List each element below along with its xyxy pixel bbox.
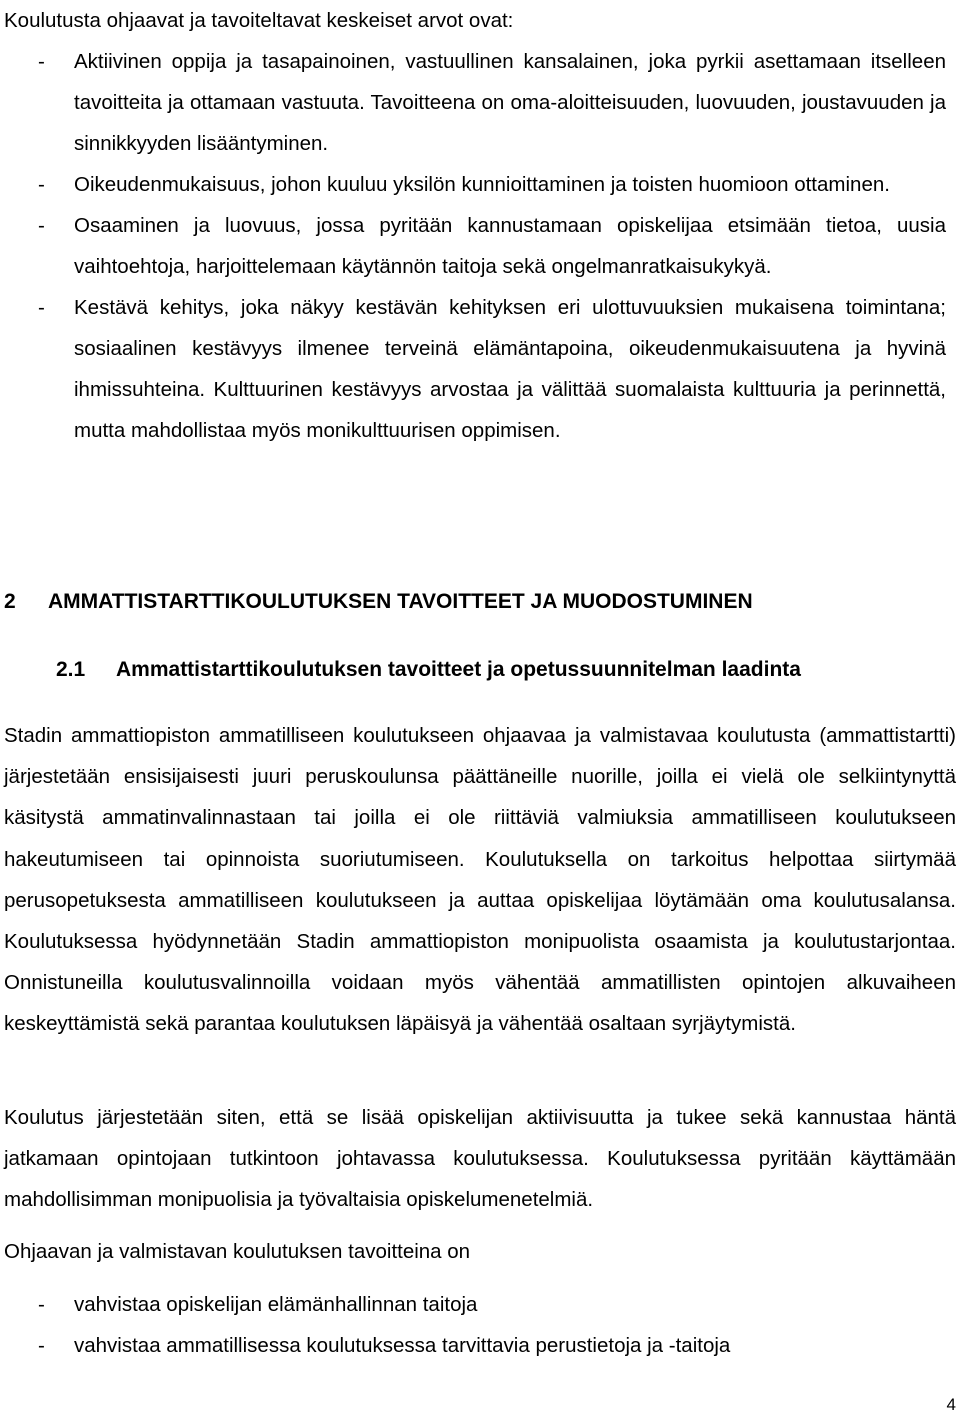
list-item	[0, 164, 946, 205]
intro-text: Koulutusta ohjaavat ja tavoiteltavat keskeiset arvot ovat:	[4, 9, 514, 32]
list-item-text: vahvistaa opiskelijan elämänhallinnan taitoja	[74, 1293, 478, 1316]
list-item-text: vahvistaa ammatillisessa koulutuksessa tarvittavia perustietoja ja -taitoja	[74, 1334, 731, 1357]
list-item	[0, 41, 946, 164]
list-item	[0, 1325, 960, 1366]
subsection-title: Ammattistarttikoulutuksen tavoitteet ja opetussuunnitelman laadinta	[116, 658, 801, 681]
list-dash: -	[38, 1334, 45, 1357]
list-item	[0, 1284, 960, 1325]
values-list	[0, 41, 960, 451]
page-number: 4	[946, 1395, 956, 1414]
subsection-heading	[56, 650, 801, 690]
list-item-text: Aktiivinen oppija ja tasapainoinen, vastuullinen kansalainen, joka pyrkii asettamaan itselleen tavoitteita ja ottamaan vastuuta. Tavoitteena on oma-aloitteisuuden, luovuuden, joustavuuden ja sinnikkyyden lisääntyminen.	[74, 50, 946, 155]
paragraph-2: Koulutus järjestetään siten, että se lisää opiskelijan aktiivisuutta ja tukee sekä kannustaa häntä jatkamaan opintojaan tutkintoon johtavassa koulutuksessa. Koulutuksessa pyritään käyttämään mahdollisimman monipuolisia ja työvaltaisia opiskelumenetelmiä.	[4, 1106, 956, 1212]
paragraph-1: Stadin ammattiopiston ammatilliseen koulutukseen ohjaavaa ja valmistavaa koulutusta (ammattistartti) järjestetään ensisijaisesti juuri peruskoulunsa päättäneille nuorille, joilla ei vielä ole selkiintynyttä käsitystä ammatinvalinnastaan tai joilla ei ole riittäviä valmiuksia ammatilliseen koulutukseen hakeutumiseen tai opinnoista suoriutumiseen. Koulutuksella on tarkoitus helpottaa siirtymää perusopetuksesta ammatilliseen koulutukseen ja auttaa opiskelijaa löytämään oma koulutusalansa. Koulutuksessa hyödynnetään Stadin ammattiopiston monipuolista osaamista ja koulutustarjontaa. Onnistuneilla koulutusvalinnoilla voidaan myös vähentää ammatillisten opintojen alkuvaiheen keskeyttämistä sekä parantaa koulutuksen läpäisyä ja vähentää osaltaan syrjäytymistä.	[4, 724, 956, 1036]
section-number: 2	[4, 590, 16, 613]
paragraph-3: Ohjaavan ja valmistavan koulutuksen tavoitteina on	[4, 1240, 471, 1263]
list-item-text: Oikeudenmukaisuus, johon kuuluu yksilön kunnioittaminen ja toisten huomioon ottaminen.	[74, 173, 890, 196]
subsection-number: 2.1	[56, 658, 86, 681]
list-dash: -	[38, 173, 45, 196]
section-heading	[4, 582, 753, 622]
list-dash: -	[38, 296, 45, 319]
goals-list	[0, 1284, 960, 1366]
list-item	[0, 287, 946, 451]
list-item	[0, 205, 946, 287]
list-item-text: Osaaminen ja luovuus, jossa pyritään kannustamaan opiskelijaa etsimään tietoa, uusia vaihtoehtoja, harjoittelemaan käytännön taitoja sekä ongelmanratkaisukykyä.	[74, 214, 946, 278]
list-dash: -	[38, 50, 45, 73]
list-item-text: Kestävä kehitys, joka näkyy kestävän kehityksen eri ulottuvuuksien mukaisena toimintana; sosiaalinen kestävyys ilmenee terveinä elämäntapoina, oikeudenmukaisuutena ja hyvinä ihmissuhteina. Kulttuurinen kestävyys arvostaa ja välittää suomalaista kulttuuria ja perinnettä, mutta mahdollistaa myös monikulttuurisen oppimisen.	[74, 296, 946, 442]
list-dash: -	[38, 1293, 45, 1316]
section-title: AMMATTISTARTTIKOULUTUKSEN TAVOITTEET JA MUODOSTUMINEN	[48, 590, 753, 613]
list-dash: -	[38, 214, 45, 237]
